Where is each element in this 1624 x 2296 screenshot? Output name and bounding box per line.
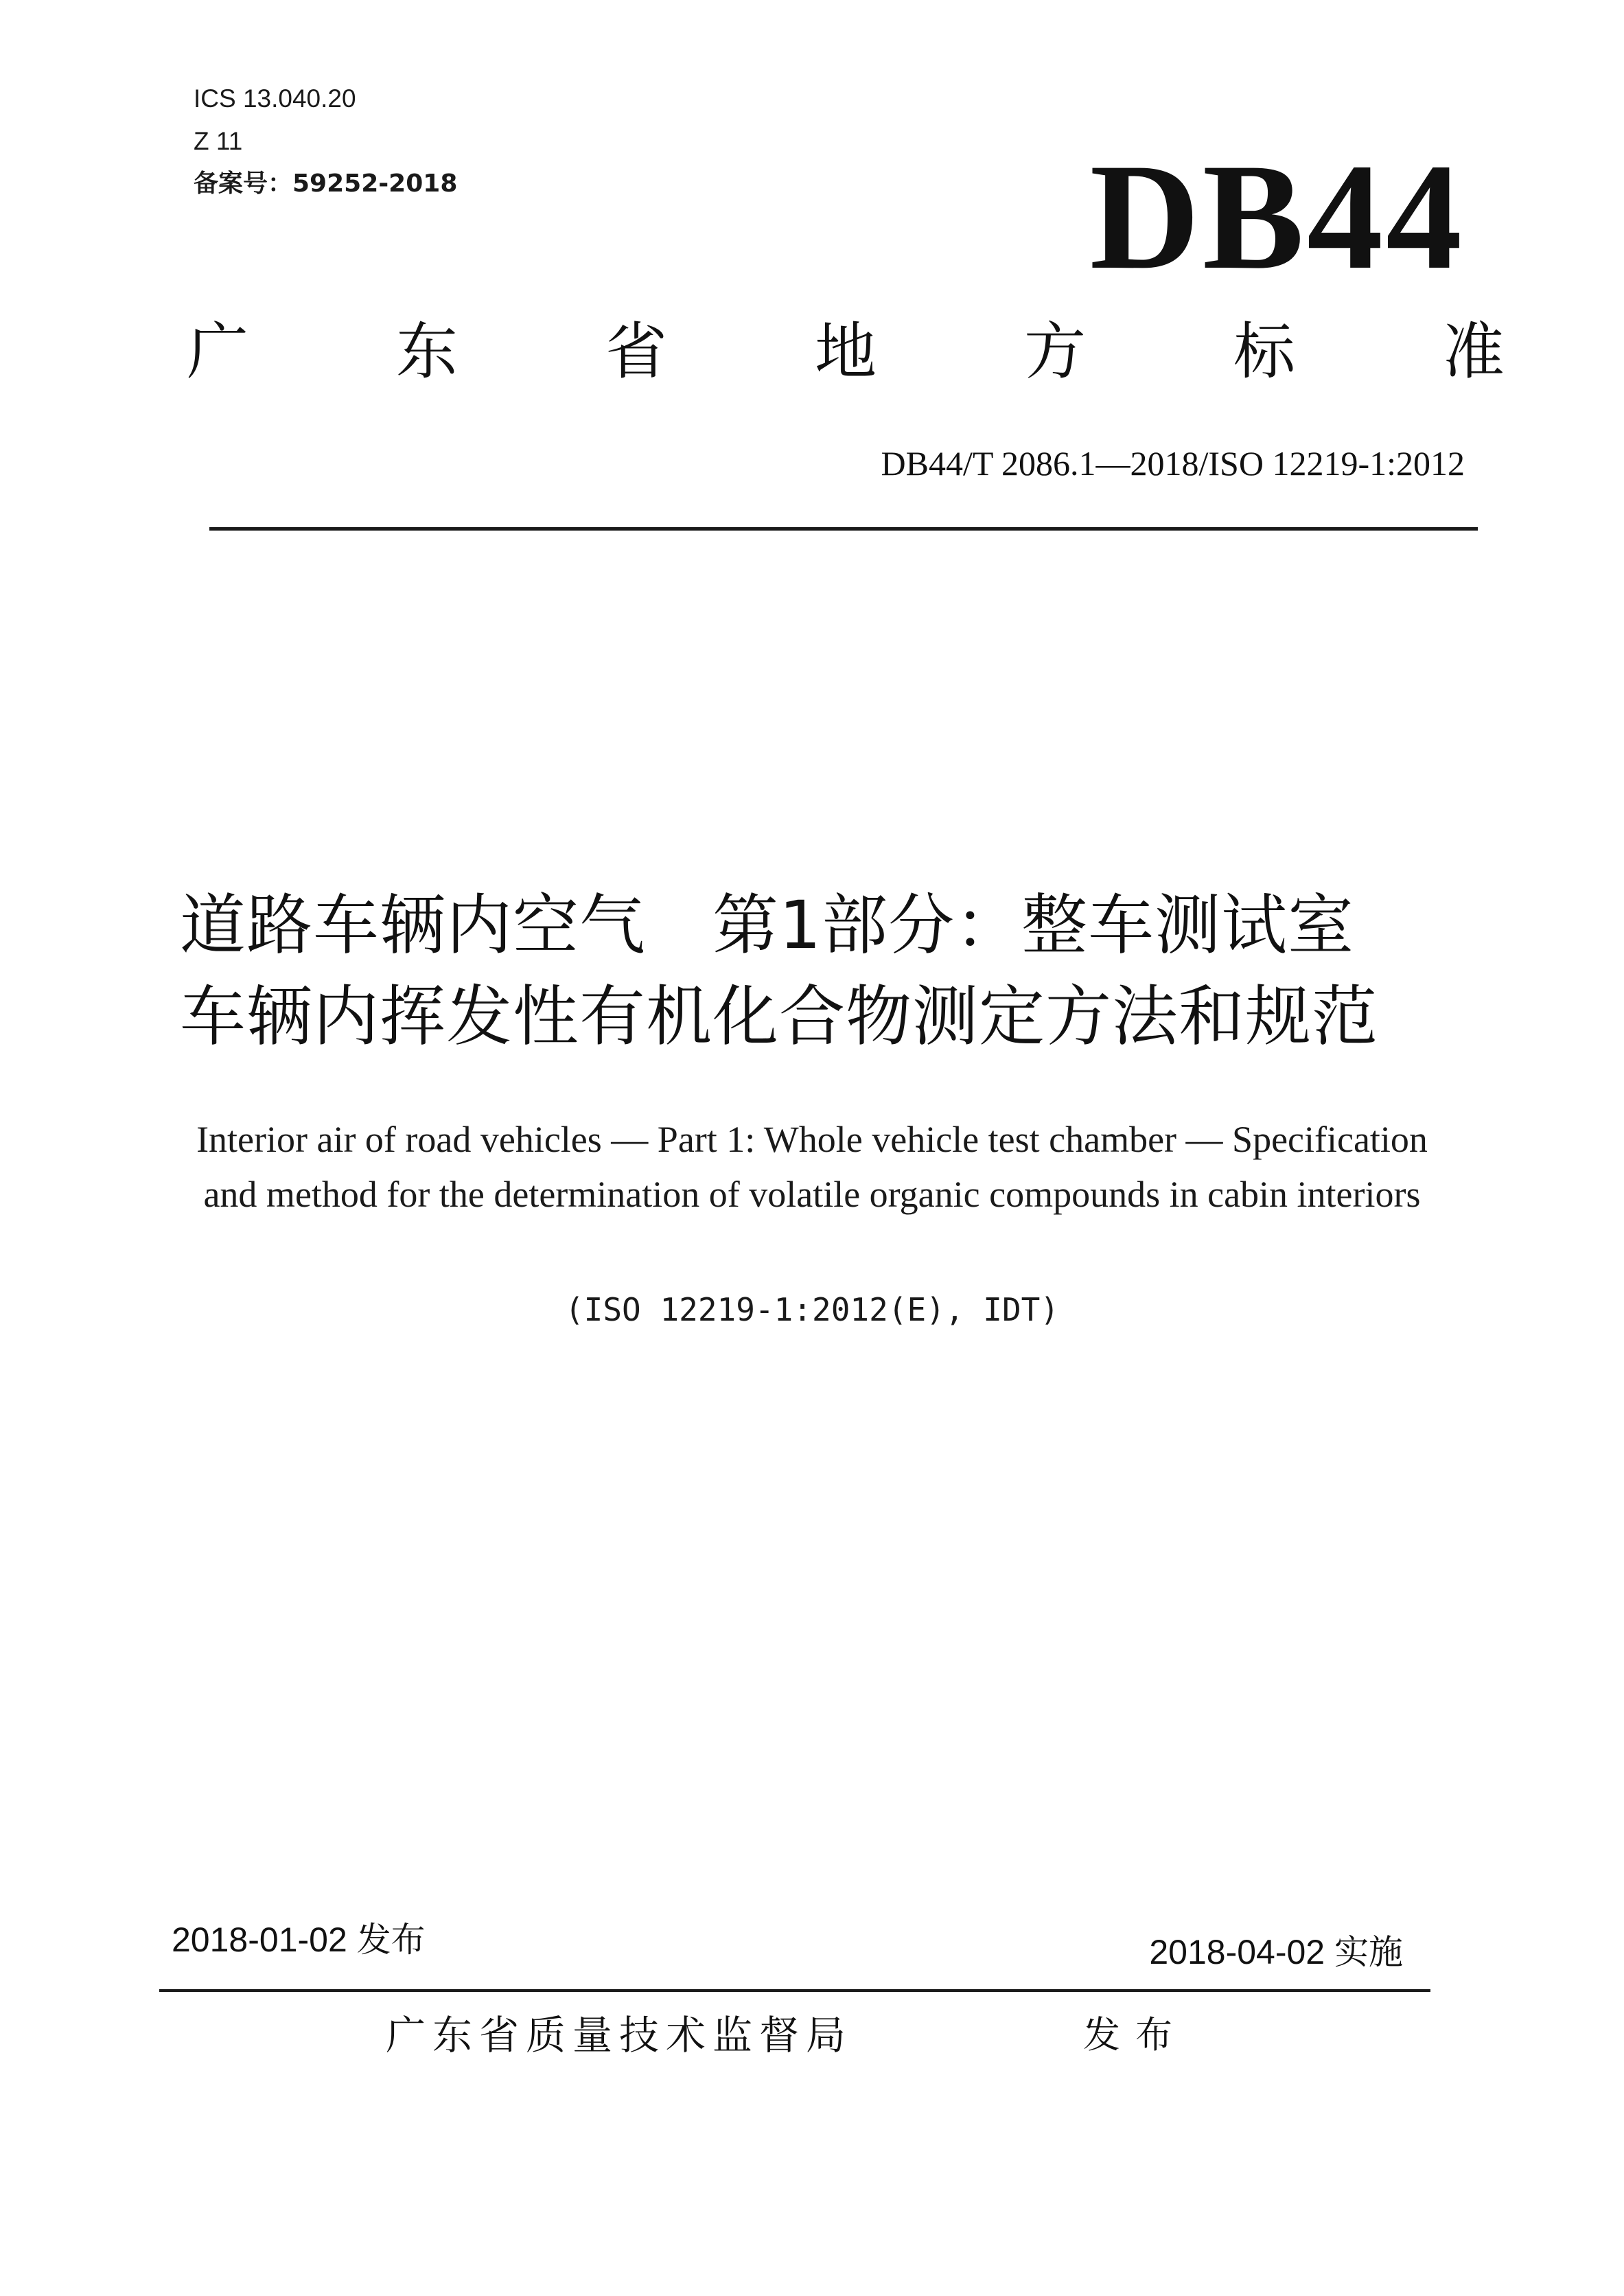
- publish-label: 发布: [1083, 2013, 1187, 2056]
- ics-code: ICS 13.040.20: [194, 84, 356, 113]
- header-divider: [209, 527, 1478, 531]
- title-chinese-line-2: 车辆内挥发性有机化合物测定方法和规范: [180, 978, 1378, 1055]
- title-chinese-line-1: 道路车辆内空气 第1部分：整车测试室: [180, 887, 1355, 964]
- standard-type-char: 东: [396, 316, 458, 388]
- standard-type-char: 省: [605, 316, 667, 388]
- issue-date: 2018-01-02 发布: [172, 1921, 426, 1959]
- issuing-authority: 广东省质量技术监督局: [386, 2012, 853, 2059]
- title-english-line-2: and method for the determination of volatile organic compounds in cabin interiors: [203, 1174, 1421, 1215]
- implementation-date: 2018-04-02 实施: [1149, 1933, 1403, 1971]
- standard-type-char: 准: [1443, 316, 1505, 388]
- filing-number: 备案号：59252-2018: [194, 170, 458, 198]
- standard-type-char: 广: [187, 316, 248, 388]
- standard-type-char: 地: [815, 316, 877, 388]
- standard-number: DB44/T 2086.1—2018/ISO 12219-1:2012: [881, 444, 1465, 483]
- adoption-note: (ISO 12219-1:2012(E), IDT): [564, 1291, 1060, 1328]
- ccs-code: Z 11: [194, 127, 243, 155]
- standard-type-char: 标: [1233, 316, 1295, 388]
- standard-logo: DB44: [1089, 132, 1465, 301]
- footer-divider: [159, 1989, 1430, 1992]
- standard-type-char: 方: [1024, 316, 1086, 388]
- title-english-line-1: Interior air of road vehicles — Part 1: Whole vehicle test chamber — Specification: [196, 1119, 1428, 1160]
- standard-type: [187, 318, 1505, 386]
